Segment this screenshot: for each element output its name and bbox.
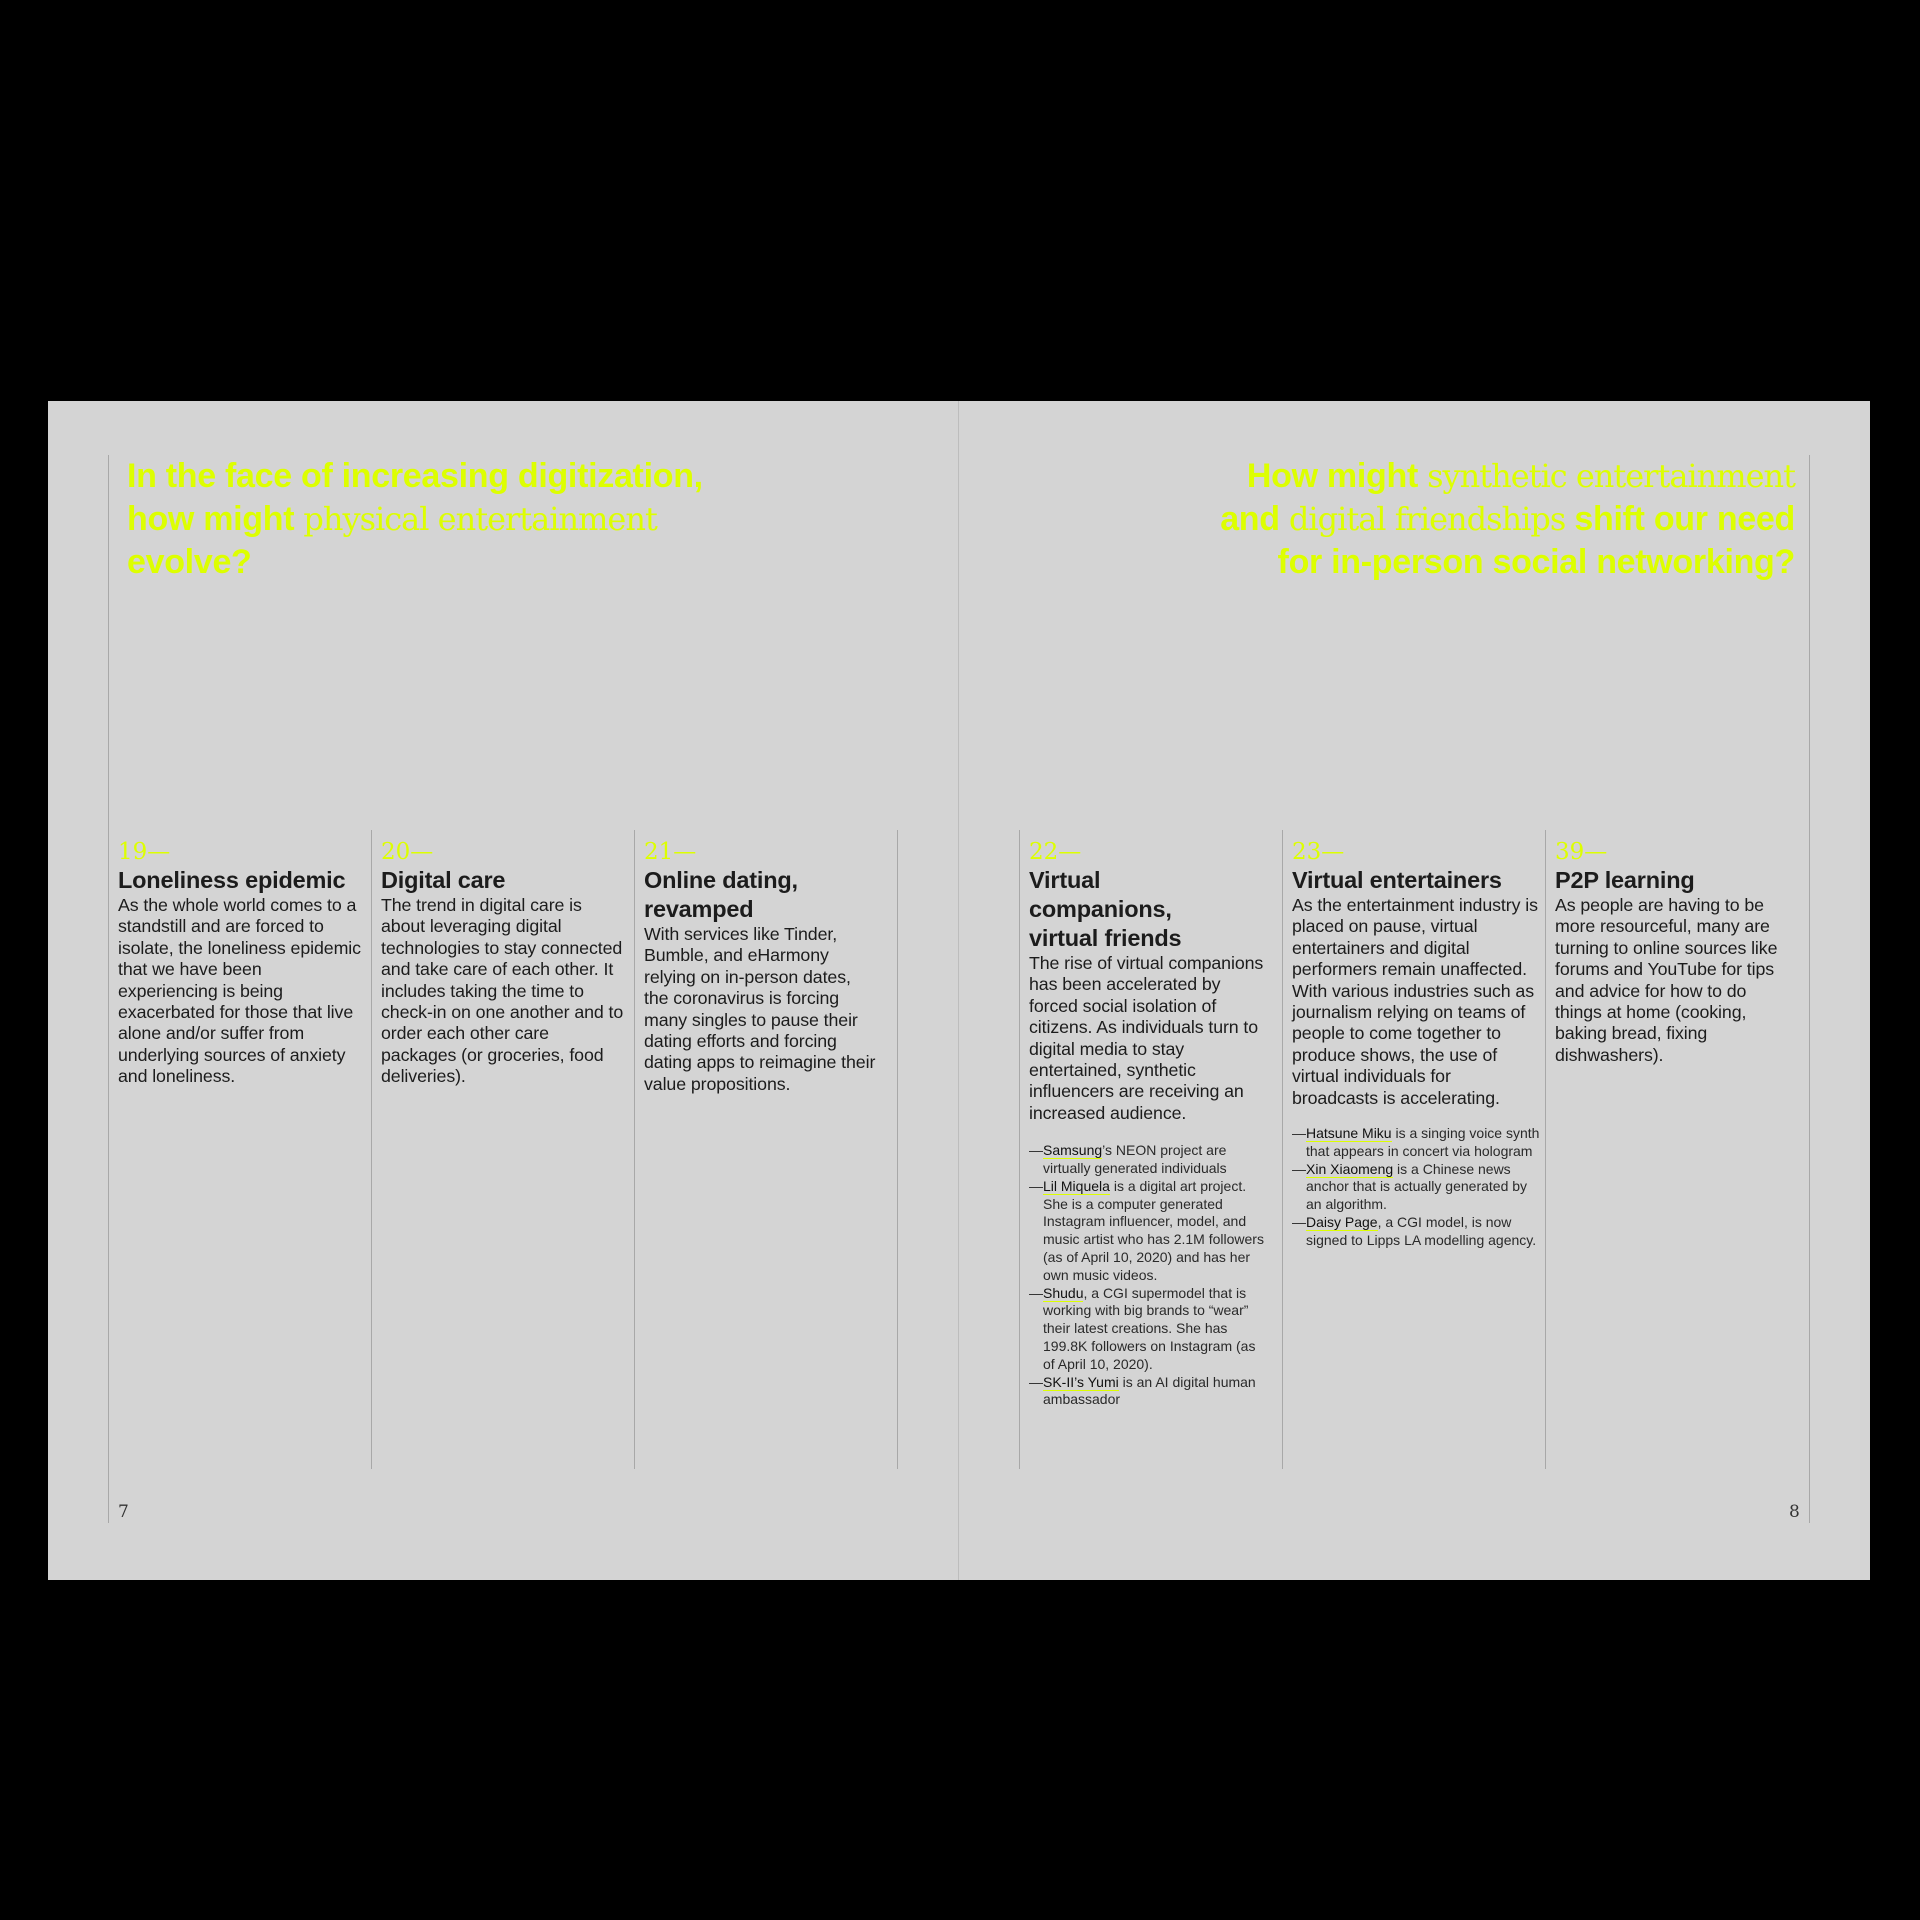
trend-number: 39— [1555, 839, 1608, 865]
note-text: ’s NEON project are virtually generated individuals [1043, 1142, 1227, 1177]
question-text: and [1220, 500, 1289, 538]
note-name: Daisy Page [1306, 1214, 1378, 1231]
trend-body: As the whole world comes to a standstill and are forced to isolate, the loneliness epidemic that we have been experiencing is being exacerbated for those that live alone and/or suffer from underlying sources of anxiety and loneliness. [118, 895, 361, 1087]
question-text: In the face of increasing digitization, how might [127, 457, 703, 538]
trend-column-20 [381, 838, 628, 1088]
column-divider [1545, 830, 1546, 1469]
question-text: How might [1246, 457, 1428, 495]
note-name: Shudu [1043, 1284, 1084, 1301]
column-divider [634, 830, 635, 1469]
trend-column-22 [1029, 838, 1269, 1409]
column-divider [1282, 830, 1283, 1469]
trend-number: 20— [381, 839, 434, 865]
magazine-spread [48, 401, 1870, 1580]
right-page-question [1180, 455, 1795, 584]
note-item: —SK-II’s Yumi is an AI digital human ambassador [1029, 1373, 1256, 1408]
note-item: —Shudu, a CGI supermodel that is working with big brands to “wear” their latest creations. She has 199.8K followers on Instagram (as of April 10, 2020). [1029, 1284, 1256, 1372]
left-page-question [127, 455, 707, 584]
example-notes [1029, 1142, 1269, 1409]
trend-number: 22— [1029, 839, 1082, 865]
column-divider [897, 830, 898, 1469]
trend-number: 19— [118, 839, 171, 865]
trend-number: 21— [644, 839, 697, 865]
trend-column-19 [118, 838, 365, 1088]
right-margin-rule [1809, 455, 1810, 1523]
page-fold [958, 401, 959, 1580]
note-item: —Samsung’s NEON project are virtually generated individuals [1029, 1142, 1227, 1177]
page-number: 7 [118, 1502, 129, 1522]
left-margin-rule [108, 455, 109, 1523]
column-divider [1019, 830, 1020, 1469]
trend-title: P2P learning [1555, 867, 1695, 893]
trend-title: Digital care [381, 867, 506, 893]
trend-column-21 [644, 838, 880, 1095]
note-item: —Xin Xiaomeng is a Chinese news anchor that is actually generated by an algorithm. [1292, 1160, 1528, 1213]
trend-column-23 [1292, 838, 1540, 1250]
note-name: Lil Miquela [1043, 1177, 1110, 1194]
trend-body: With services like Tinder, Bumble, and eHarmony relying on in-person dates, the coronavirus is forcing many singles to pause their dating efforts and forcing dating apps to reimagine their value propositions. [644, 924, 876, 1094]
question-text: shift our need for in-person social networking? [1277, 500, 1795, 581]
note-text: is an AI digital human ambassador [1043, 1373, 1256, 1408]
column-divider [371, 830, 372, 1469]
trend-body: As people are having to be more resourceful, many are turning to online sources like forums and YouTube for tips and advice for how to do things at home (cooking, baking bread, fixing dishwashers). [1555, 895, 1778, 1065]
question-emphasis: synthetic entertainment [1427, 457, 1795, 495]
note-item: —Daisy Page, a CGI model, is now signed to Lipps LA modelling agency. [1292, 1214, 1537, 1248]
trend-body: The trend in digital care is about leveraging digital technologies to stay connected and take care of each other. It includes taking the time to check-in on one another and to order each other care packages (or groceries, food deliveries). [381, 895, 624, 1087]
trend-title: Virtual entertainers [1292, 867, 1502, 893]
trend-column-39 [1555, 838, 1795, 1066]
trend-title: Virtual companions, virtual friends [1029, 867, 1182, 951]
note-text: , a CGI supermodel that is working with big brands to “wear” their latest creations. She has 199.8K followers on Instagram (as of April 10, 2020). [1043, 1284, 1256, 1372]
question-text: evolve? [127, 543, 252, 581]
trend-title: Online dating, revamped [644, 867, 798, 922]
note-text: is a singing voice synth that appears in concert via hologram [1306, 1125, 1540, 1159]
note-name: SK-II’s Yumi [1043, 1373, 1119, 1390]
note-text: , a CGI model, is now signed to Lipps LA modelling agency. [1306, 1214, 1537, 1248]
page-number: 8 [1789, 1502, 1800, 1522]
question-emphasis: physical entertainment [303, 500, 657, 538]
trend-body: The rise of virtual companions has been accelerated by forced social isolation of citizens. As individuals turn to digital media to stay entertained, synthetic influencers are receiving an increased audience. [1029, 953, 1264, 1123]
example-notes [1292, 1125, 1540, 1250]
trend-number: 23— [1292, 839, 1345, 865]
trend-title: Loneliness epidemic [118, 867, 346, 893]
note-name: Samsung [1043, 1142, 1103, 1159]
note-text: is a digital art project. She is a computer generated Instagram influencer, model, and music artist who has 2.1M followers (as of April 10, 2020) and has her own music videos. [1043, 1177, 1264, 1283]
note-name: Hatsune Miku [1306, 1125, 1392, 1142]
note-name: Xin Xiaomeng [1306, 1160, 1394, 1177]
note-item: —Lil Miquela is a digital art project. She is a computer generated Instagram influencer, model, and music artist who has 2.1M followers (as of April 10, 2020) and has her own music videos. [1029, 1177, 1264, 1283]
note-item: —Hatsune Miku is a singing voice synth that appears in concert via hologram [1292, 1125, 1540, 1159]
question-emphasis: digital friendships [1288, 500, 1566, 538]
note-text: is a Chinese news anchor that is actually generated by an algorithm. [1306, 1160, 1528, 1213]
trend-body: As the entertainment industry is placed on pause, virtual entertainers and digital performers remain unaffected. With various industries such as journalism relying on teams of people to come together to produce shows, the use of virtual individuals for broadcasts is accelerating. [1292, 895, 1538, 1108]
